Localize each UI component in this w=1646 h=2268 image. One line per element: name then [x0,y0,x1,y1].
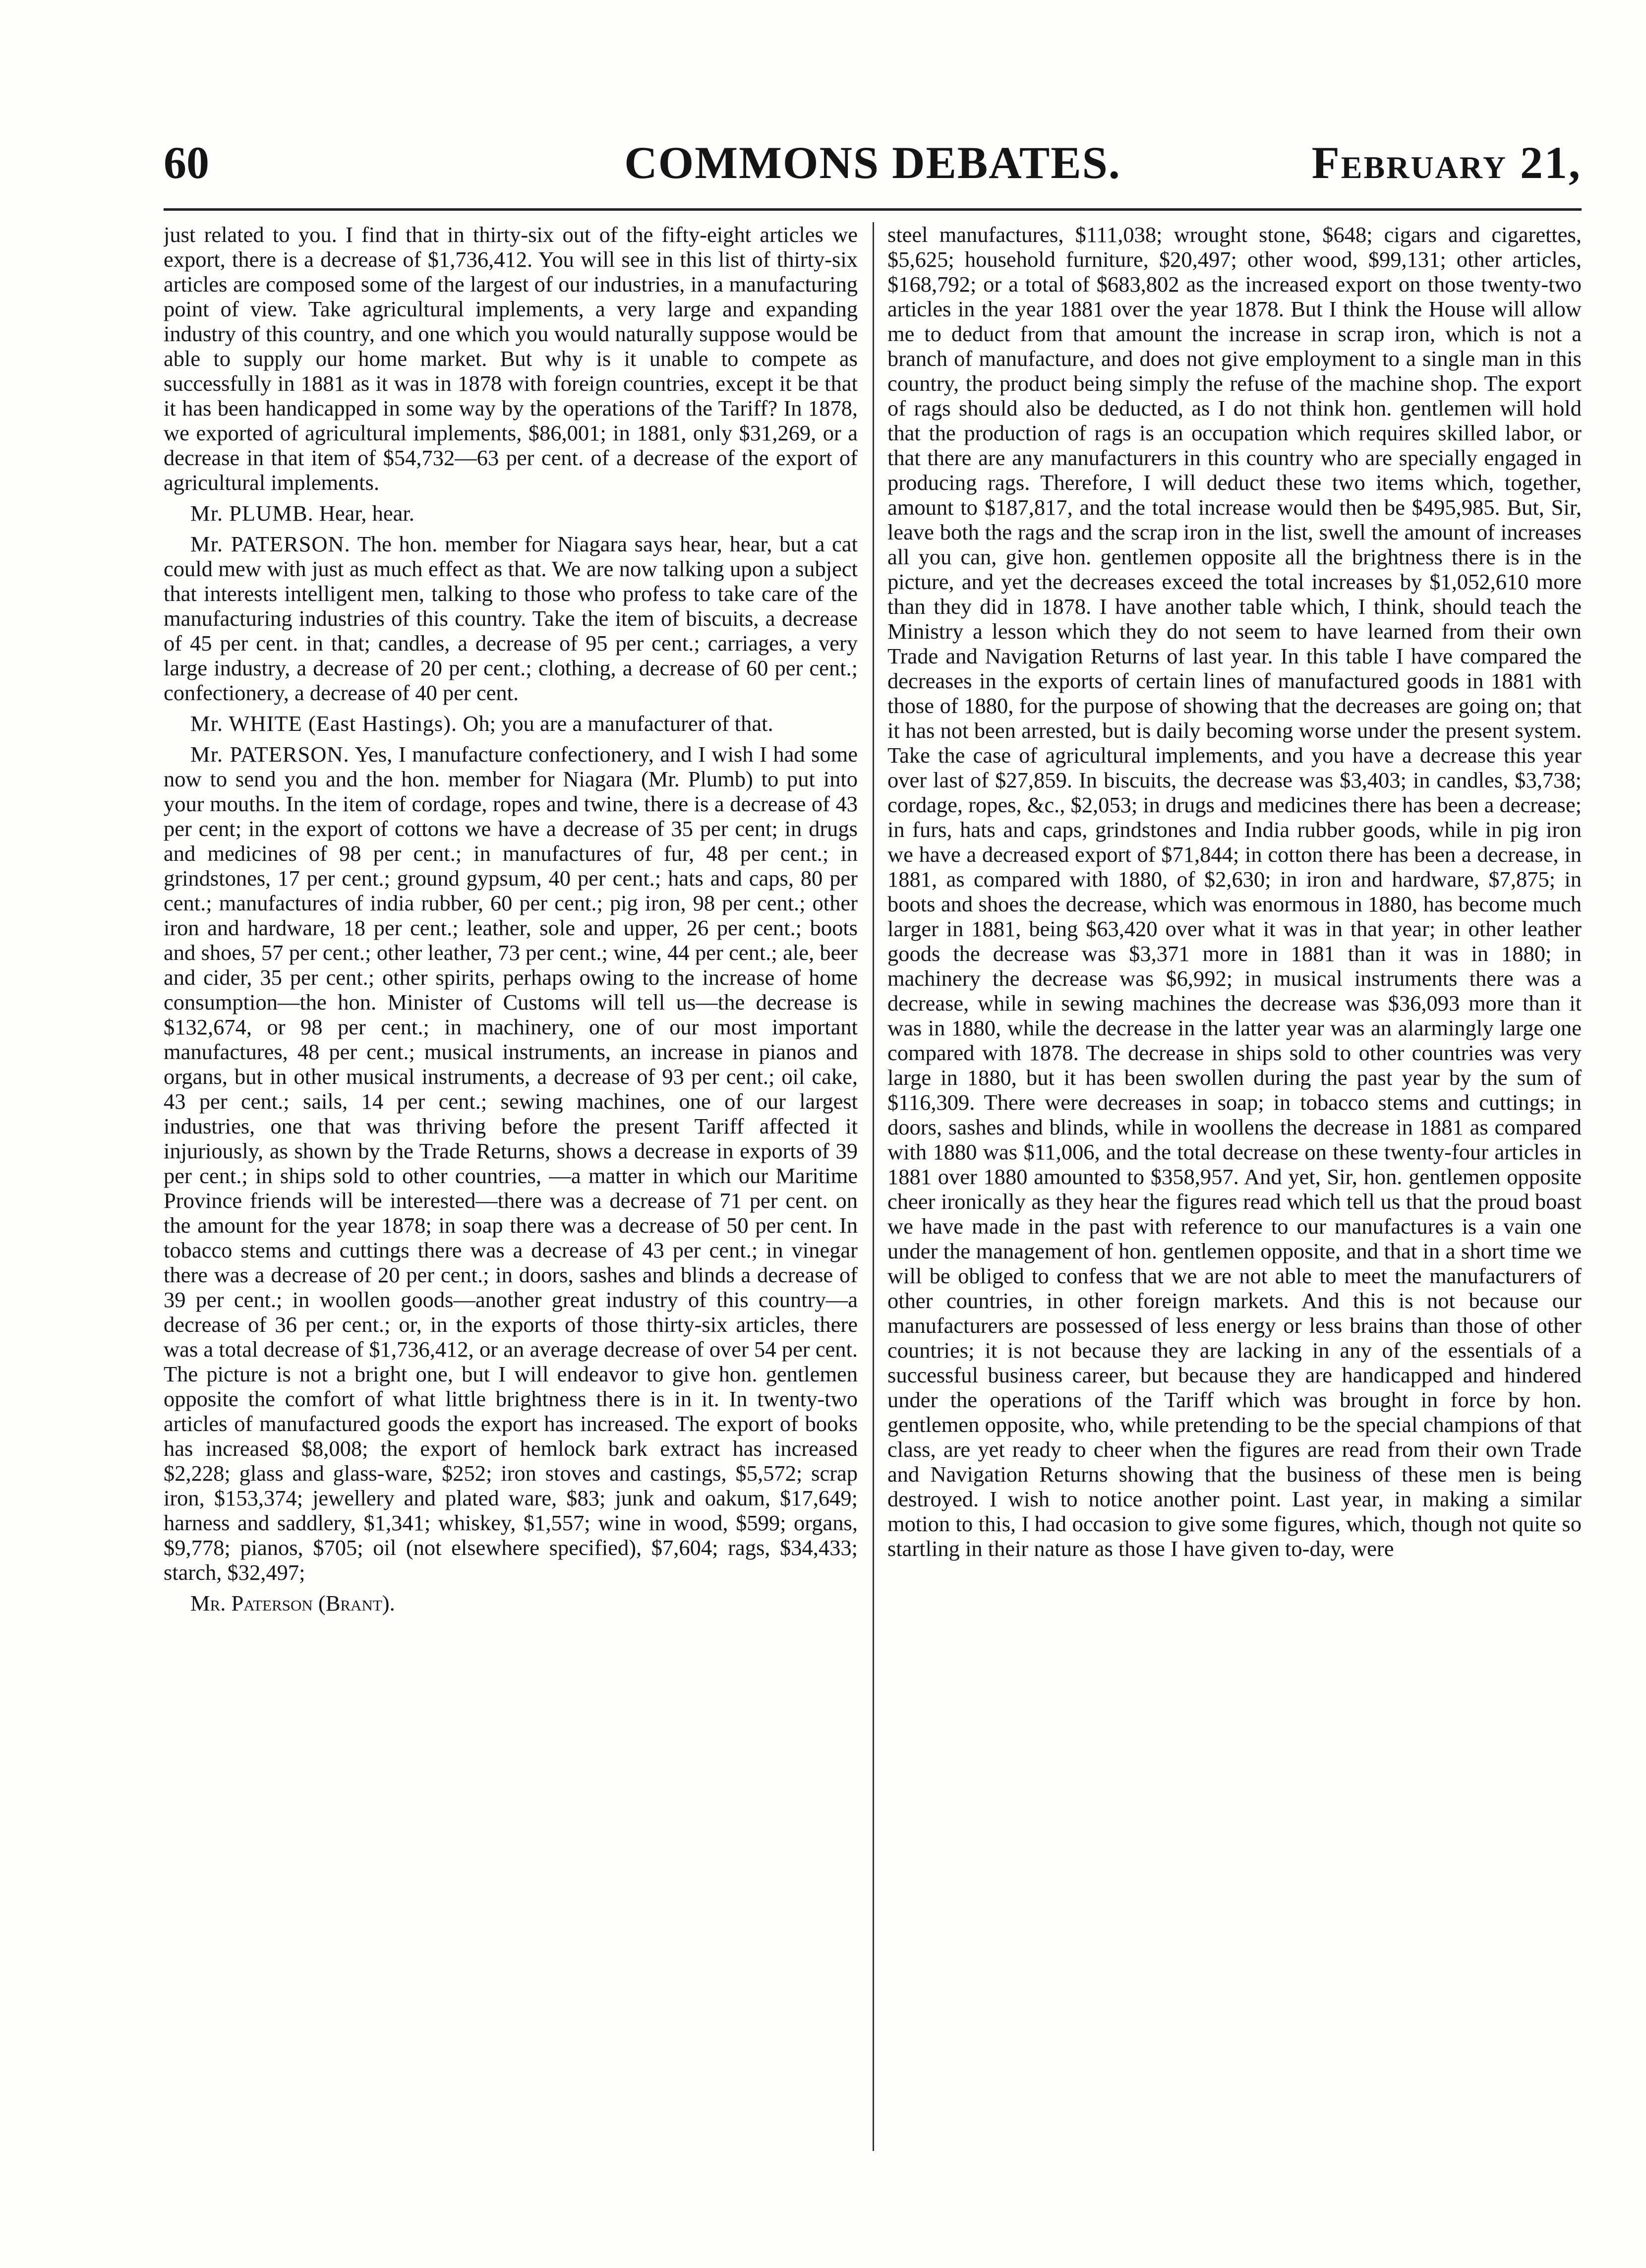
speaker-signature: Mr. Paterson (Brant). [190,1591,395,1615]
issue-date: February 21, [1311,137,1582,188]
paragraph: steel manufactures, $111,038; wrought stone, $648; cigars and cigarettes, $5,625; household furniture, $20,497; other wood, $99,131; other articles, $168,792; or a total of $683,802 as the increased export on those twenty-two articles in the year 1881 over the year 1878. But I think the House will allow me to deduct from that amount the increase in scrap iron, which is not a branch of manufacture, and does not give employment to a single man in this country, the product being simply the refuse of the machine shop. The export of rags should also be deducted, as I do not think hon. gentlemen will hold that the production of rags is an occupation which requires skilled labor, or that there are any manufacturers in this country who are specially engaged in producing rags. Therefore, I will deduct these two items which, together, amount to $187,817, and the total increase would then be $495,985. But, Sir, leave both the rags and the scrap iron in the list, swell the amount of increases all you can, give hon. gentlemen opposite all the brightness there is in the picture, and yet the decreases exceed the total increases by $1,052,610 more than they did in 1878. I have another table which, I think, should teach the Ministry a lesson which they do not seem to have learned from their own Trade and Navigation Returns of last year. In this table I have compared the decreases in the exports of certain lines of manufactured goods in 1881 with those of 1880, for the purpose of showing that the decreases are going on; that it has not been arrested, but is daily becoming worse under the present system. Take the case of agricultural implements, and you have a decrease this year over last of $27,859. In biscuits, the decrease was $3,403; in candles, $3,738; cordage, ropes, &c., $2,053; in drugs and medicines there has been a decrease; in furs, hats and caps, grindstones and India rubber goods, while in pig iron we have a decreased export of $71,844; in cotton there has been a decrease, in 1881, as compared with 1880, of $2,630; in iron and hardware, $7,875; in boots and shoes the decrease, which was enormous in 1880, has become much larger in 1881, being $63,420 over what it was in that year; in other leather goods the decrease was $3,371 more in 1881 than it was in 1880; in machinery the decrease was $6,992; in musical instruments there was a decrease, while in sewing machines the decrease was $36,093 more than it was in 1880, while the decrease in the latter year was an alarmingly large one compared with 1878. The decrease in ships sold to other countries was very large in 1880, but it has been swollen during the past year by the sum of $116,309. There were decreases in soap; in tobacco stems and cuttings; in doors, sashes and blinds, while in woollens the decrease in 1881 as compared with 1880 was $11,006, and the total decrease on these twenty-four articles in 1881 over 1880 amounted to $358,957. And yet, Sir, hon. gentlemen opposite cheer ironically as they hear the figures read which tell us that the proud boast we have made in the past with reference to our manufactures is a vain one under the management of hon. gentlemen opposite, and that in a short time we will be obliged to confess that we are not able to meet the manufacturers of other countries, in other foreign markets. And this is not because our manufacturers are possessed of less energy or less brains than those of other countries; it is not because they are lacking in any of the essentials of a successful business career, but because they are handicapped and hindered under the operations of the Tariff which was brought in force by hon. gentlemen opposite, who, while pretending to be the special champions of that class, are yet ready to cheer when the figures are read from their own Trade and Navigation Returns showing that the business of these men is being destroyed. I wish to notice another point. Last year, in making a similar motion to this, I had occasion to give some figures, which, though not quite so startling in their nature as those I have given to-day, were [887,222,1582,1561]
paragraph [164,532,858,705]
speech-text: Oh; you are a manufacturer of that. [463,711,773,736]
column-divider [873,222,874,2151]
speech-text: The hon. member for Niagara says hear, hear, but a cat could mew with just as much effect as that. We are now talking upon a subject that interests intelligent men, talking to those who profess to take care of the manufacturing industries of this country. Take the item of biscuits, a decrease of 45 per cent. in that; candles, a decrease of 95 per cent.; carriages, a very large industry, a decrease of 20 per cent.; clothing, a decrease of 60 per cent.; confectionery, a decrease of 40 per cent. [164,532,858,705]
left-column [164,222,858,2196]
page-number: 60 [164,137,209,188]
page-header [164,133,1582,207]
paragraph [164,501,858,526]
speech-text: Yes, I manufacture confectionery, and I wish I had some now to send you and the hon. member for Niagara (Mr. Plumb) to put into your mouths. In the item of cordage, ropes and twine, there is a decrease of 43 per cent; in the export of cottons we have a decrease of 35 per cent; in drugs and medicines of 98 per cent.; in manufactures of fur, 48 per cent.; in grindstones, 17 per cent.; ground gypsum, 40 per cent.; hats and caps, 80 per cent.; manufactures of india rubber, 60 per cent.; pig iron, 98 per cent.; other iron and hardware, 18 per cent.; leather, sole and upper, 26 per cent.; boots and shoes, 57 per cent.; other leather, 73 per cent.; wine, 44 per cent.; ale, beer and cider, 35 per cent.; other spirits, perhaps owing to the increase of home consumption—the hon. Minister of Customs will tell us—the decrease is $132,674, or 98 per cent.; in machinery, one of our most important manufactures, 48 per cent.; musical instruments, an increase in pianos and organs, but in other musical instruments, a decrease of 93 per cent.; oil cake, 43 per cent.; sails, 14 per cent.; sewing machines, one of our largest industries, one that was thriving before the present Tariff affected it injuriously, as shown by the Trade Returns, shows a decrease in exports of 39 per cent.; in ships sold to other countries, —a matter in which our Maritime Province friends will be interested—there was a decrease of 71 per cent. on the amount for the year 1878; in soap there was a decrease of 50 per cent. In tobacco stems and cuttings there was a decrease of 43 per cent.; in vinegar there was a decrease of 20 per cent.; in doors, sashes and blinds a decrease of 39 per cent.; in woollen goods—another great industry of this country—a decrease of 36 per cent.; or, in the exports of those thirty-six articles, there was a total decrease of $1,736,412, or an average decrease of over 54 per cent. The picture is not a bright one, but I will endeavor to give hon. gentlemen opposite the comfort of what little brightness there is in it. In twenty-two articles of manufactured goods the export has increased. The export of books has increased $8,008; the export of hemlock bark extract has increased $2,228; glass and glass-ware, $252; iron stoves and castings, $5,572; scrap iron, $153,374; jewellery and plated ware, $83; junk and oakum, $17,649; harness and saddlery, $1,341; whiskey, $1,557; wine in wood, $599; organs, $9,778; pianos, $705; oil (not elsewhere specified), $7,604; rags, $34,433; starch, $32,497; [164,742,858,1585]
right-column [887,222,1582,2196]
speaker-name: Mr. PATERSON. [190,532,351,556]
paragraph: just related to you. I find that in thirty-six out of the fifty-eight articles we export, there is a decrease of $1,736,412. You will see in this list of thirty-six articles are composed some of the largest of our industries, in a manufacturing point of view. Take agricultural implements, a very large and expanding industry of this country, and one which you would naturally suppose would be able to supply our home market. But why is it unable to compete as successfully in 1881 as it was in 1878 with foreign countries, except it be that it has been handicapped in some way by the operations of the Tariff? In 1878, we exported of agricultural implements, $86,001; in 1881, only $31,269, or a decrease in that item of $54,732—63 per cent. of a decrease of the export of agricultural implements. [164,222,858,495]
speaker-name: Mr. WHITE (East Hastings). [190,711,458,736]
publication-title: COMMONS DEBATES. [624,137,1121,188]
speaker-name: Mr. PATERSON. [190,742,350,767]
header-rule [164,208,1582,211]
paragraph [164,711,858,736]
paragraph [164,742,858,1585]
speaker-name: Mr. PLUMB. [190,501,314,526]
speech-text: Hear, hear. [319,501,414,526]
